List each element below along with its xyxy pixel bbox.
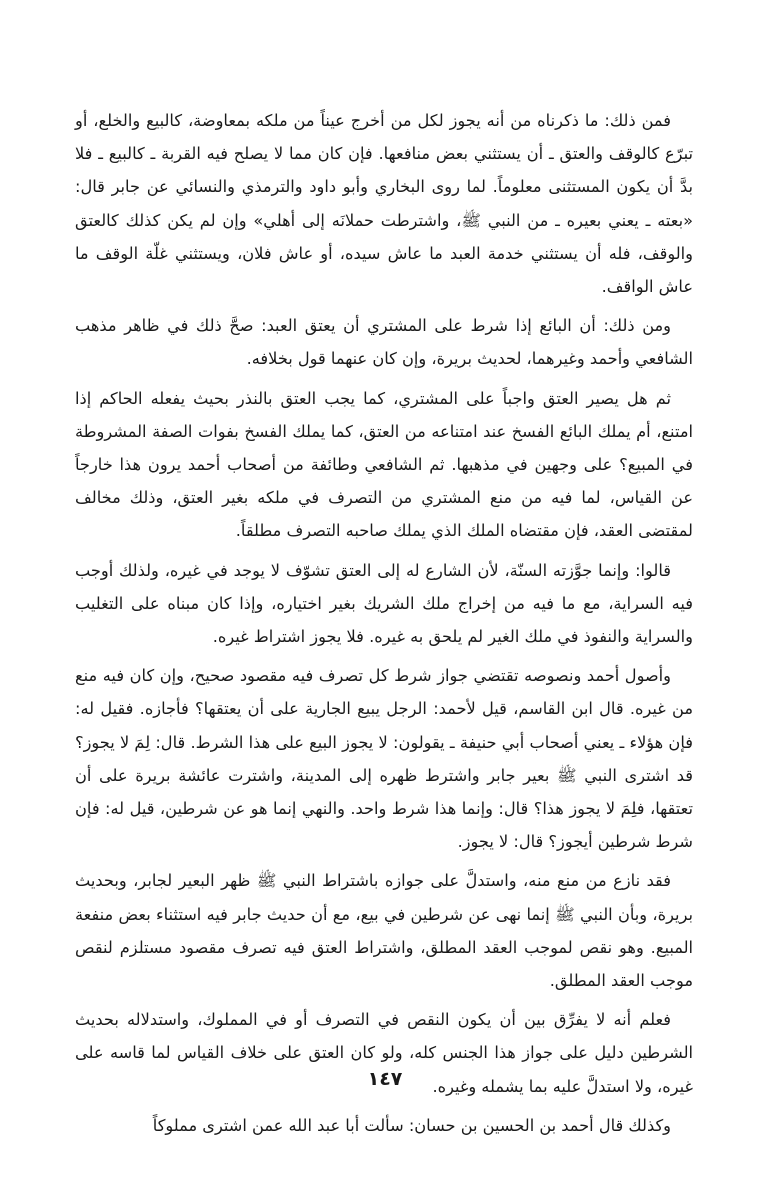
paragraph-5: وأصول أحمد ونصوصه تقتضي جواز شرط كل تصرف فيه مقصود صحيح، وإن كان فيه منع من غيره. قال ابن القاسم، قيل لأحمد: الرجل يبيع الجارية على أن يعتقها؟ فأجازه. فقيل له: فإن هؤلاء ـ يعني أصحاب أبي حنيفة ـ يقولون: لا يجوز البيع على هذا الشرط. قال: لِمَ لا يجوز؟ قد اشترى النبي ﷺ بعير جابر واشترط ظهره إلى المدينة، واشترت عائشة بريرة على أن تعتقها، فلِمَ لا يجوز هذا؟ قال: وإنما هذا شرط واحد. والنهي إنما هو عن شرطين، قيل له: فإن شرط شرطين أيجوز؟ قال: لا يجوز.: [75, 666, 693, 852]
paragraph-1: فمن ذلك: ما ذكرناه من أنه يجوز لكل من أخرج عيناً من ملكه بمعاوضة، كالبيع والخلع، أو تبرّع كالوقف والعتق ـ أن يستثني بعض منافعها. فإن كان مما لا يصلح فيه القربة ـ كالبيع ـ فلا بدَّ أن يكون المستثنى معلوماً. لما روى البخاري وأبو داود والترمذي والنسائي عن جابر قال: «بعته ـ يعني بعيره ـ من النبي ﷺ، واشترطت حملانَه إلى أهلي» وإن لم يكن كذلك كالعتق والوقف، فله أن يستثني خدمة العبد ما عاش سيده، أو عاش فلان، ويستثني غلّة الوقف ما عاش الواقف.: [75, 111, 693, 297]
paragraph-7: فعلم أنه لا يفرِّق بين أن يكون النقص في التصرف أو في المملوك، واستدلاله بحديث الشرطين دليل على جواز هذا الجنس كله، ولو كان العتق على خلاف القياس لما قاسه على غيره، ولا استدلَّ عليه بما يشمله وغيره.: [75, 1010, 693, 1096]
page-number: ١٤٧: [367, 1068, 403, 1090]
paragraph-6: فقد نازع من منع منه، واستدلَّ على جوازه باشتراط النبي ﷺ ظهر البعير لجابر، وبحديث بريرة، وبأن النبي ﷺ إنما نهى عن شرطين في بيع، مع أن حديث جابر فيه استثناء بعض منفعة المبيع. وهو نقص لموجب العقد المطلق، واشتراط العتق فيه تصرف مقصود مستلزم لنقص موجب العقد المطلق.: [75, 871, 693, 991]
text-body: [75, 104, 693, 1148]
paragraph-3: ثم هل يصير العتق واجباً على المشتري، كما يجب العتق بالنذر بحيث يفعله الحاكم إذا امتنع، أم يملك البائع الفسخ عند امتناعه من العتق، كما يملك الفسخ بفوات الصفة المشروطة في المبيع؟ على وجهين في مذهبها. ثم الشافعي وطائفة من أصحاب أحمد يرون هذا خارجاً عن القياس، لما فيه من منع المشتري من التصرف في ملكه بغير العتق، وذلك مخالف لمقتضى العقد، فإن مقتضاه الملك الذي يملك صاحبه التصرف مطلقاً.: [75, 388, 693, 541]
paragraph-2: ومن ذلك: أن البائع إذا شرط على المشتري أن يعتق العبد: صحَّ ذلك في ظاهر مذهب الشافعي وأحمد وغيرهما، لحديث بريرة، وإن كان عنهما قول بخلافه.: [75, 316, 693, 369]
paragraph-8: وكذلك قال أحمد بن الحسين بن حسان: سألت أبا عبد الله عمن اشترى مملوكاً: [152, 1115, 671, 1135]
paragraph-4: قالوا: وإنما جوَّزته السنّة، لأن الشارع له إلى العتق تشوّف لا يوجد في غيره، ولذلك أوجب فيه السراية، مع ما فيه من إخراج ملك الشريك بغير اختياره، وإذا كان مبناه على التغليب والسراية والنفوذ في ملك الغير لم يلحق به غيره. فلا يجوز اشتراط غيره.: [75, 560, 693, 647]
